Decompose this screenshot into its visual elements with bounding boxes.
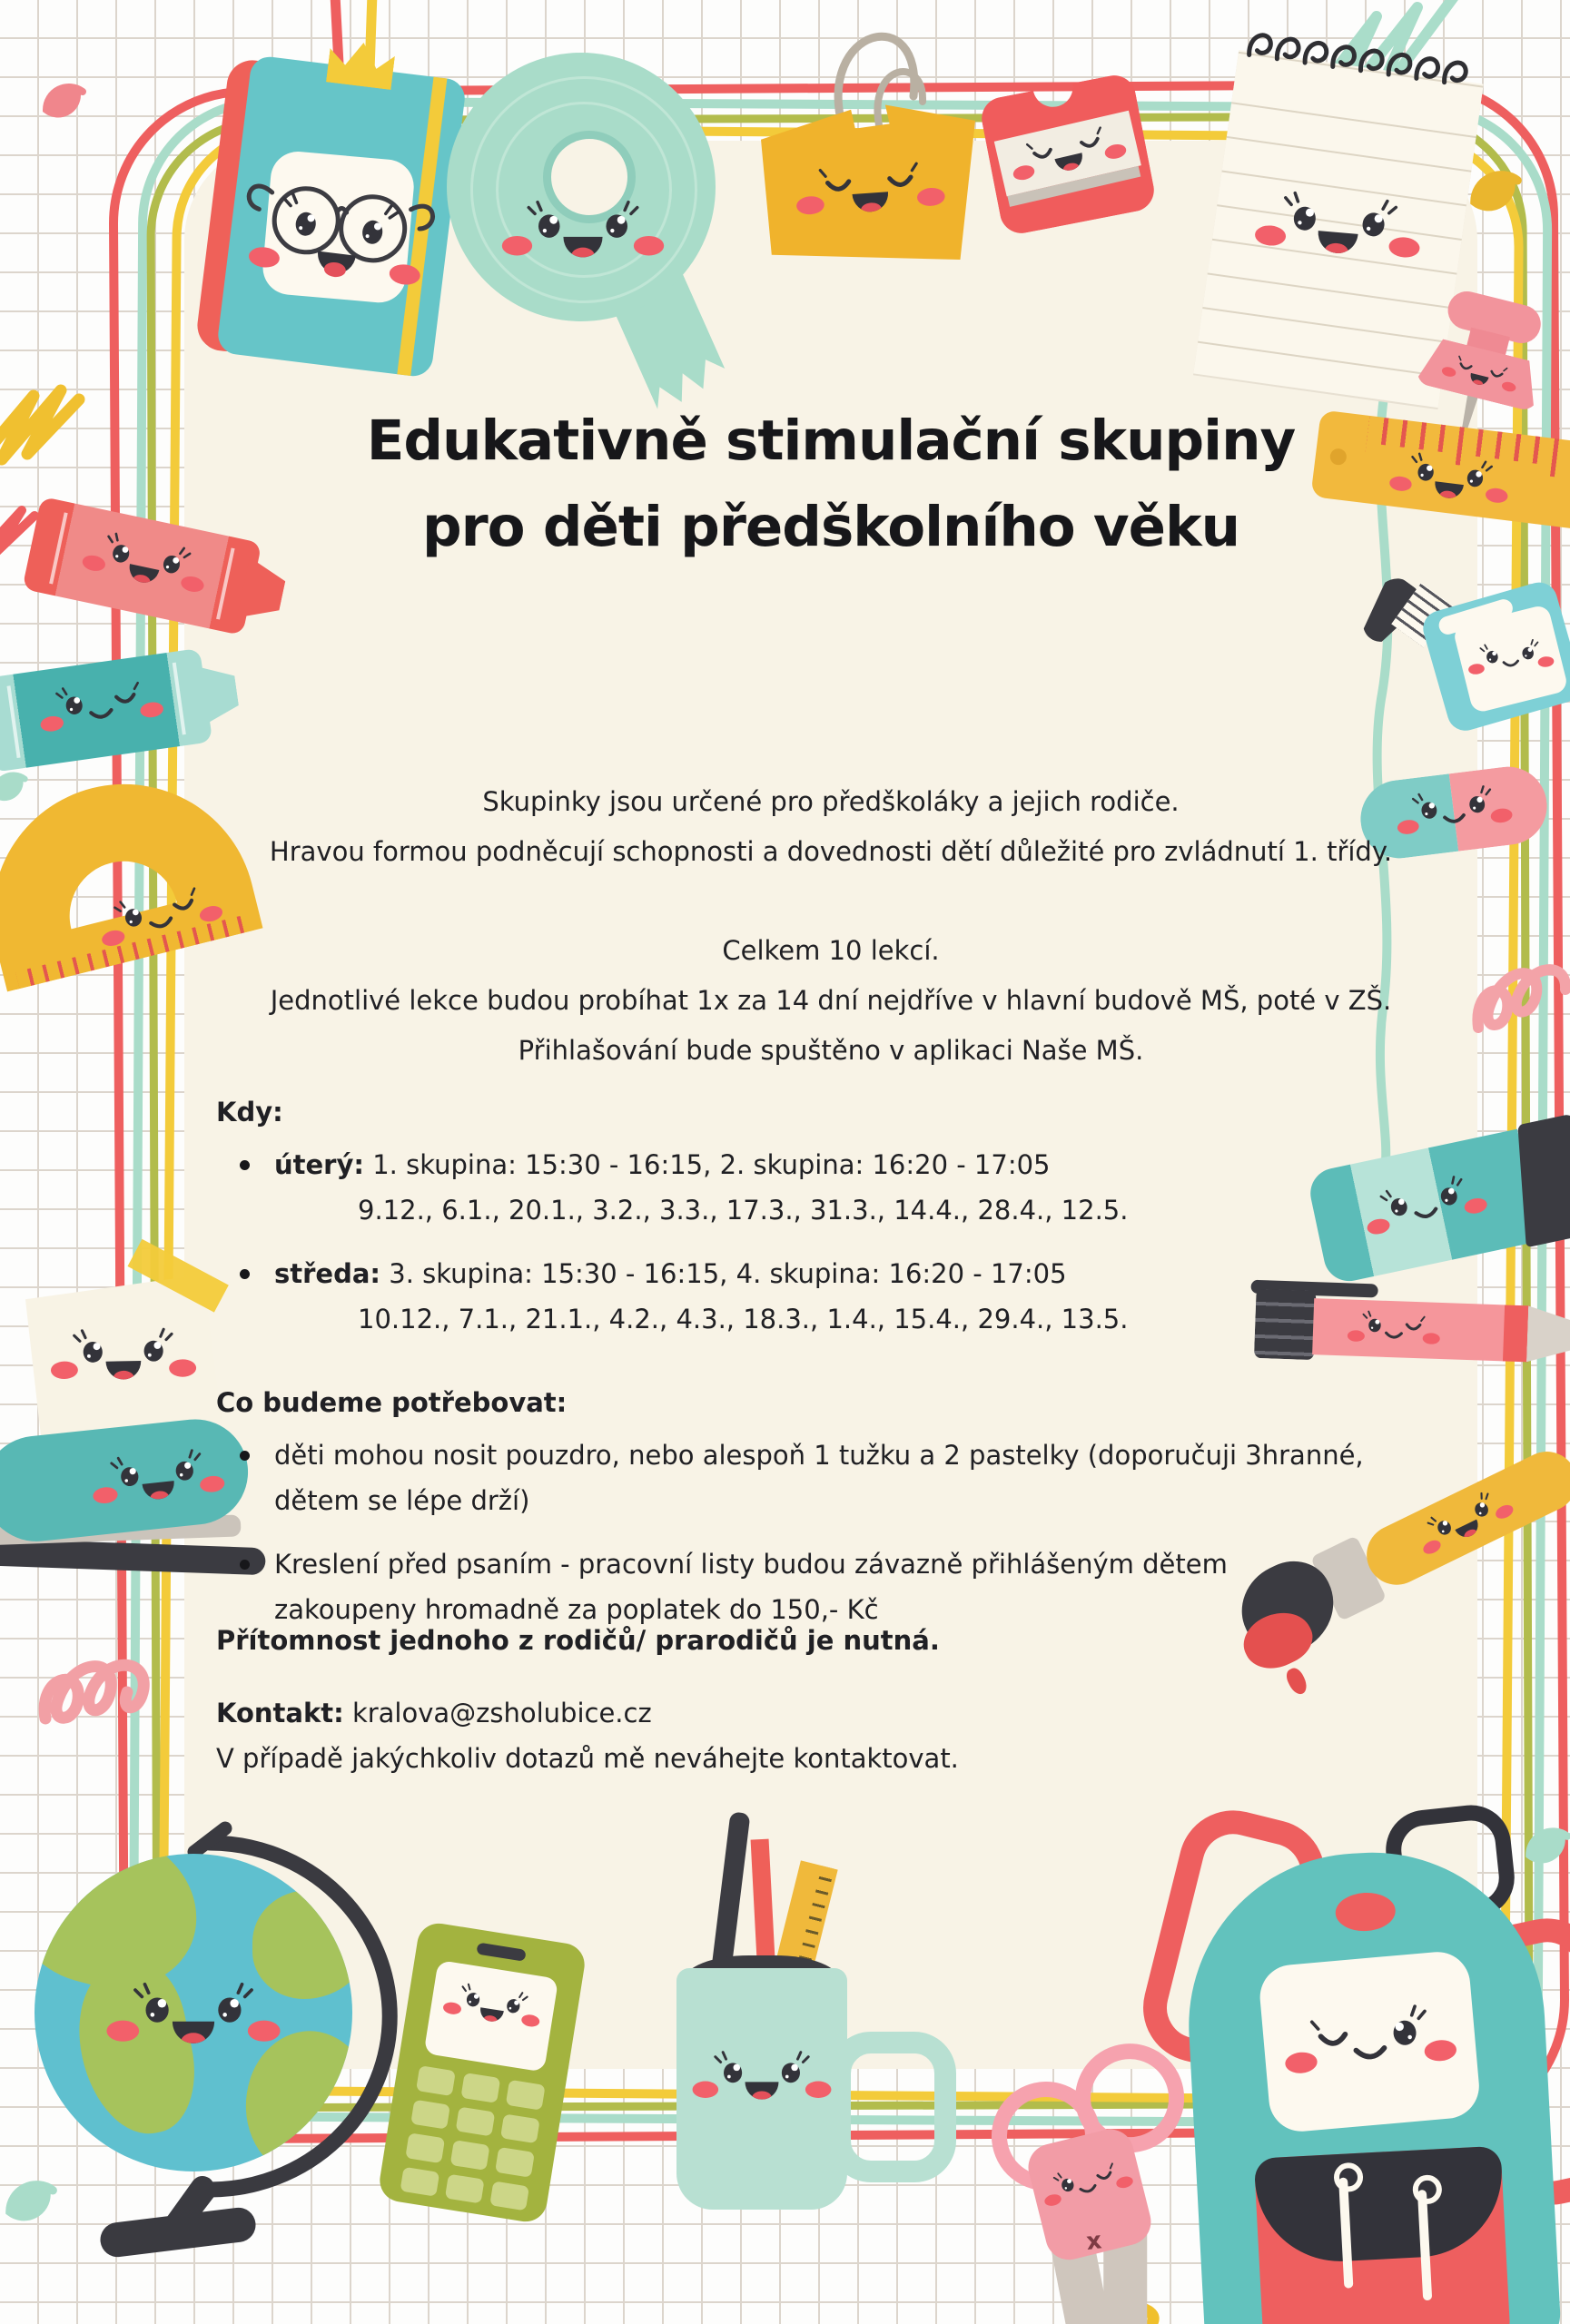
mug-character (667, 1816, 931, 2242)
calculator-key (416, 2065, 456, 2095)
binder-clip-face (785, 143, 954, 236)
contact-line (216, 1690, 1378, 1736)
globe-character (16, 1827, 380, 2253)
backpack-pocket-flap (1254, 2146, 1506, 2266)
needs-section (216, 1380, 1378, 1650)
brush-handle (1357, 1442, 1570, 1595)
needs-item: děti mohou nosit pouzdro, nebo alespoň 1 tužku a 2 pastelky (doporučuji 3hranné, dětem se lépe drží) (216, 1433, 1373, 1523)
contact-email: kralova@zsholubice.cz (351, 1698, 652, 1728)
info-line-3: Přihlašování bude spuštěno v aplikaci Naše MŠ. (518, 1035, 1144, 1066)
schedule-day: středa: (274, 1258, 381, 1289)
binder-clip-character (761, 71, 975, 260)
contact-label: Kontakt: (216, 1698, 344, 1728)
contact-section (216, 1690, 1378, 1781)
title-line-1: Edukativně stimulační skupiny (366, 409, 1296, 473)
intro-line-2: Hravou formou podněcují schopnosti a dovednosti dětí důležité pro zvládnutí 1. třídy. (269, 836, 1393, 867)
pushpin-face (1435, 343, 1526, 404)
mug-body (676, 1968, 847, 2210)
calculator-screen (424, 1960, 559, 2073)
globe-sphere (35, 1854, 352, 2171)
book-character (194, 52, 468, 379)
calculator-key (445, 2173, 485, 2203)
backpack-character (1173, 1802, 1570, 2324)
info-line-2: Jednotlivé lekce budou probíhat 1x za 14 dní nejdříve v hlavní budově MŠ, poté v ZŠ. (270, 985, 1392, 1016)
schedule-section (216, 1089, 1378, 1360)
calculator-key (456, 2106, 496, 2136)
tape-face (494, 189, 672, 278)
backpack-face-patch (1258, 1949, 1482, 2134)
eraser-end-cap (1517, 1113, 1570, 1248)
scissors-screw: x (1084, 2227, 1103, 2256)
schedule-day: úterý: (274, 1149, 364, 1180)
yellow-scribble (0, 379, 84, 488)
schedule-dates: 9.12., 6.1., 20.1., 3.2., 3.3., 17.3., 31.3., 14.4., 28.4., 12.5. (358, 1195, 1129, 1226)
schedule-times: 3. skupina: 15:30 - 16:15, 4. skupina: 16:20 - 17:05 (389, 1258, 1067, 1289)
calculator-key (506, 2080, 546, 2110)
backpack-face (1271, 1988, 1467, 2099)
schedule-item-tuesday (216, 1142, 1378, 1233)
paper-note-face (43, 1316, 204, 1399)
pink-loops-left (36, 1632, 182, 1737)
scissors-face (1032, 2148, 1141, 2221)
poster-title (184, 398, 1477, 570)
pencil-tip-cone (1526, 1305, 1570, 1364)
needs-heading: Co budeme potřebovat: (216, 1387, 568, 1418)
crayon-tip (193, 660, 241, 726)
presence-note: Přítomnost jednoho z rodičů/ prarodičů je nutná. (216, 1625, 940, 1656)
schedule-times: 1. skupina: 15:30 - 16:15, 2. skupina: 16:20 - 17:05 (372, 1149, 1051, 1180)
calculator-face (435, 1972, 549, 2043)
sharpener-character (976, 70, 1160, 240)
pink-loops-right (1473, 928, 1570, 1046)
book-glasses-face (228, 162, 447, 312)
globe-face (98, 1970, 289, 2065)
intro-paragraph (184, 777, 1477, 877)
glue-face (1461, 625, 1561, 692)
pink-spiral (16, 53, 107, 143)
calculator-key (405, 2132, 445, 2162)
mug-handle (829, 2032, 956, 2182)
calculator-key (400, 2166, 439, 2196)
calculator-key (450, 2140, 490, 2170)
intro-line-1: Skupinky jsou určené pro předškoláky a jejich rodiče. (482, 786, 1180, 817)
calculator-key (500, 2113, 540, 2143)
title-line-2: pro děti předškolního věku (421, 495, 1240, 559)
backpack-badge (1335, 1891, 1397, 1932)
pencil-band (1503, 1305, 1530, 1362)
info-paragraph (184, 926, 1477, 1076)
brush-face (1379, 1462, 1550, 1583)
calculator-key (495, 2147, 535, 2177)
backpack-body (1180, 1844, 1563, 2324)
schedule-item-wednesday (216, 1251, 1378, 1342)
mug-face (686, 2041, 838, 2117)
calculator-key (410, 2099, 450, 2129)
washi-tape-character (447, 53, 716, 321)
calculator-keypad (400, 2065, 545, 2211)
scissors-character (982, 2032, 1202, 2324)
schedule-dates: 10.12., 7.1., 21.1., 4.2., 4.3., 18.3., 1.4., 15.4., 29.4., 13.5. (358, 1304, 1129, 1334)
notepad-face (1244, 175, 1433, 281)
info-line-1: Celkem 10 lekcí. (722, 935, 940, 966)
stapler-face (82, 1436, 233, 1523)
contact-note: V případě jakýchkoliv dotazů mě neváhejte kontaktovat. (216, 1743, 959, 1774)
needs-item: Kreslení před psaním - pracovní listy budou závazně přihlášeným dětem zakoupeny hromadně za poplatek do 150,- Kč (216, 1541, 1373, 1632)
calculator-slot (476, 1943, 526, 1962)
backpack-pocket (1254, 2146, 1511, 2324)
calculator-key (489, 2181, 529, 2211)
schedule-heading: Kdy: (216, 1097, 283, 1128)
calculator-key (460, 2073, 500, 2102)
